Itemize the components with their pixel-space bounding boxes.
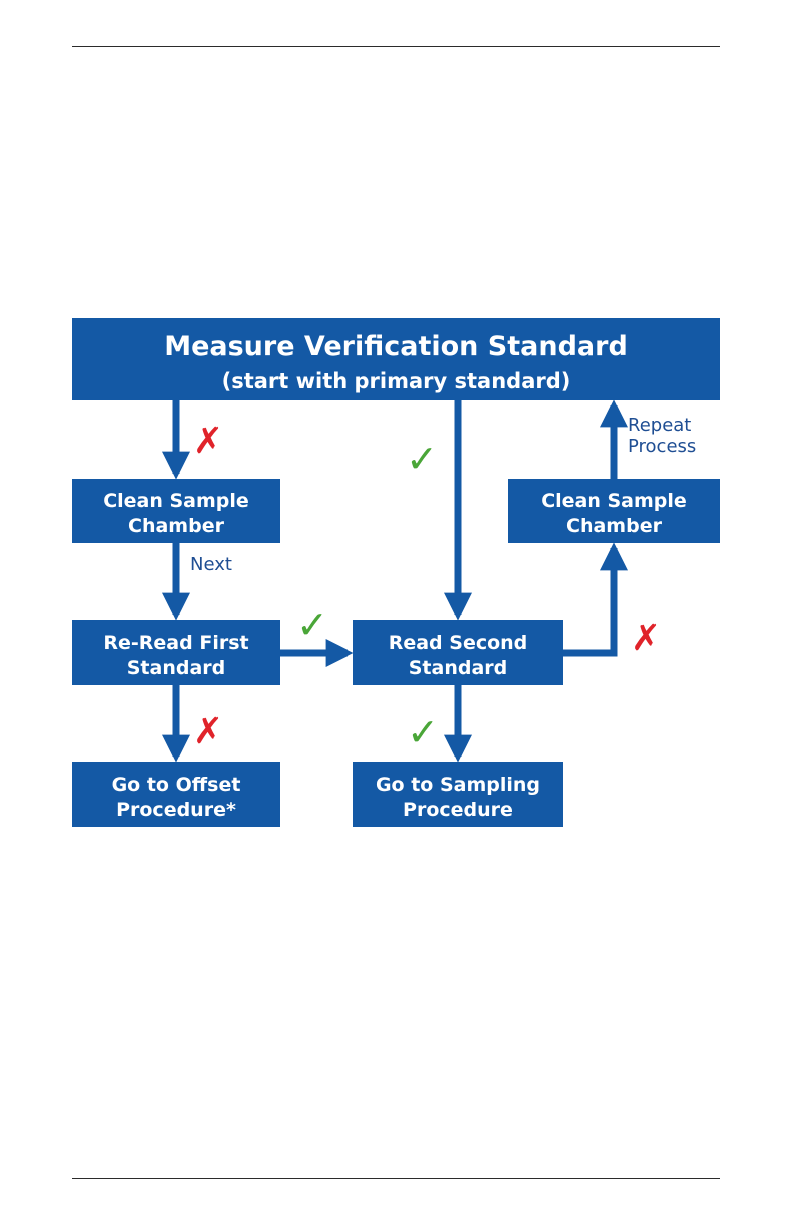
node-sampling-line2: Procedure <box>403 799 513 821</box>
edge-label-repeat: Repeat <box>628 415 692 436</box>
node-clean-left-line1: Clean Sample <box>103 490 249 512</box>
check-icon: ✓ <box>406 437 438 481</box>
node-re-read-first-standard <box>72 620 280 685</box>
node-measure-verification-standard <box>72 318 720 400</box>
node-clean-right-line2: Chamber <box>566 515 662 537</box>
edge-label-next: Next <box>190 554 232 575</box>
node-reread-line2: Standard <box>126 657 226 679</box>
node-clean-right-line1: Clean Sample <box>541 490 687 512</box>
check-icon: ✓ <box>296 603 328 647</box>
node-read-second-standard <box>353 620 563 685</box>
node-go-to-sampling-procedure <box>353 762 563 827</box>
node-measure-line2: (start with primary standard) <box>221 369 571 393</box>
check-icon: ✓ <box>407 710 439 754</box>
node-reread-line1: Re-Read First <box>103 632 249 654</box>
cross-icon: ✗ <box>630 618 662 659</box>
node-read-second-line1: Read Second <box>388 632 528 654</box>
node-go-to-offset-procedure <box>72 762 280 827</box>
footer-rule <box>72 1178 720 1179</box>
node-sampling-line1: Go to Sampling <box>375 774 541 796</box>
cross-icon: ✗ <box>192 711 224 752</box>
node-read-second-line2: Standard <box>408 657 508 679</box>
node-clean-sample-chamber-left <box>72 479 280 543</box>
node-offset-line2: Procedure* <box>116 799 236 821</box>
edge-label-process: Process <box>628 436 697 457</box>
node-measure-line1: Measure Verification Standard <box>164 331 628 362</box>
node-offset-line1: Go to Offset <box>111 774 241 796</box>
arrow-read-second-to-clean-right <box>563 548 614 653</box>
node-clean-left-line2: Chamber <box>128 515 224 537</box>
node-clean-sample-chamber-right <box>508 479 720 543</box>
cross-icon: ✗ <box>192 421 224 462</box>
